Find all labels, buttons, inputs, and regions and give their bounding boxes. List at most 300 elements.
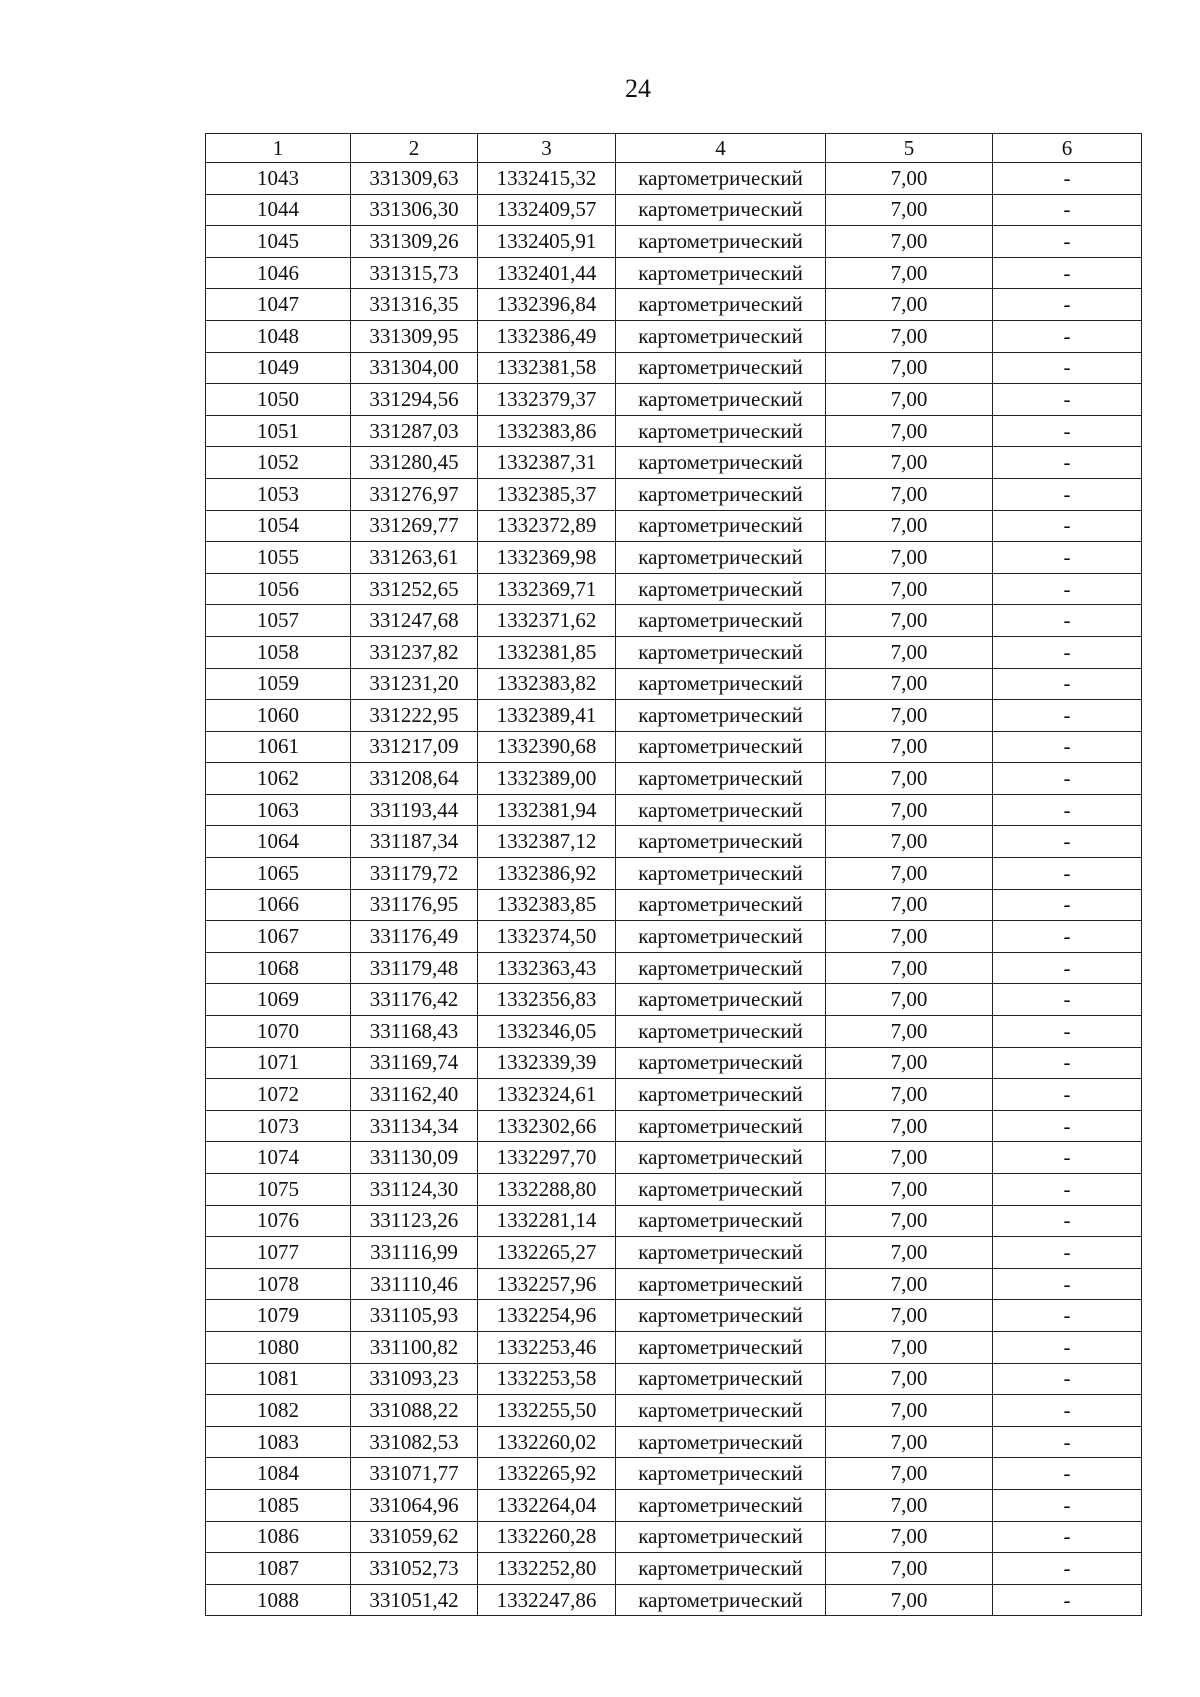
table-row [206,194,1142,226]
x-coordinate-cell: 331247,68 [351,605,478,637]
point-number-cell: 1085 [206,1489,351,1521]
accuracy-cell: 7,00 [826,1426,993,1458]
accuracy-cell: 7,00 [826,1016,993,1048]
point-number-cell: 1073 [206,1110,351,1142]
method-cell: картометрический [616,1205,826,1237]
table-row [206,163,1142,195]
point-number-cell: 1057 [206,605,351,637]
accuracy-cell: 7,00 [826,226,993,258]
y-coordinate-cell: 1332363,43 [478,952,616,984]
point-number-cell: 1061 [206,731,351,763]
y-coordinate-cell: 1332264,04 [478,1489,616,1521]
x-coordinate-cell: 331134,34 [351,1110,478,1142]
point-number-cell: 1056 [206,573,351,605]
y-coordinate-cell: 1332324,61 [478,1079,616,1111]
table-row [206,1489,1142,1521]
method-cell: картометрический [616,921,826,953]
description-cell: - [993,921,1142,953]
table-row [206,352,1142,384]
accuracy-cell: 7,00 [826,1174,993,1206]
table-row [206,921,1142,953]
y-coordinate-cell: 1332387,31 [478,447,616,479]
y-coordinate-cell: 1332379,37 [478,384,616,416]
x-coordinate-cell: 331294,56 [351,384,478,416]
table-row [206,636,1142,668]
y-coordinate-cell: 1332386,49 [478,320,616,352]
table-row [206,384,1142,416]
x-coordinate-cell: 331309,63 [351,163,478,195]
method-cell: картометрический [616,573,826,605]
method-cell: картометрический [616,1110,826,1142]
accuracy-cell: 7,00 [826,700,993,732]
accuracy-cell: 7,00 [826,921,993,953]
y-coordinate-cell: 1332371,62 [478,605,616,637]
y-coordinate-cell: 1332405,91 [478,226,616,258]
x-coordinate-cell: 331237,82 [351,636,478,668]
y-coordinate-cell: 1332372,89 [478,510,616,542]
coordinates-table [205,133,1142,1616]
point-number-cell: 1065 [206,858,351,890]
table-row [206,1300,1142,1332]
description-cell: - [993,320,1142,352]
point-number-cell: 1067 [206,921,351,953]
y-coordinate-cell: 1332389,41 [478,700,616,732]
accuracy-cell: 7,00 [826,1521,993,1553]
column-header: 5 [826,134,993,163]
accuracy-cell: 7,00 [826,889,993,921]
y-coordinate-cell: 1332396,84 [478,289,616,321]
table-row [206,1110,1142,1142]
accuracy-cell: 7,00 [826,1489,993,1521]
description-cell: - [993,668,1142,700]
column-header: 1 [206,134,351,163]
accuracy-cell: 7,00 [826,194,993,226]
accuracy-cell: 7,00 [826,163,993,195]
point-number-cell: 1070 [206,1016,351,1048]
x-coordinate-cell: 331269,77 [351,510,478,542]
method-cell: картометрический [616,1268,826,1300]
method-cell: картометрический [616,542,826,574]
x-coordinate-cell: 331287,03 [351,415,478,447]
column-header: 2 [351,134,478,163]
accuracy-cell: 7,00 [826,1047,993,1079]
accuracy-cell: 7,00 [826,1553,993,1585]
y-coordinate-cell: 1332260,28 [478,1521,616,1553]
description-cell: - [993,605,1142,637]
description-cell: - [993,636,1142,668]
y-coordinate-cell: 1332297,70 [478,1142,616,1174]
y-coordinate-cell: 1332381,85 [478,636,616,668]
description-cell: - [993,1205,1142,1237]
point-number-cell: 1043 [206,163,351,195]
point-number-cell: 1082 [206,1395,351,1427]
description-cell: - [993,1521,1142,1553]
method-cell: картометрический [616,1426,826,1458]
table-row [206,542,1142,574]
method-cell: картометрический [616,1521,826,1553]
table-row [206,1584,1142,1616]
table-row [206,826,1142,858]
method-cell: картометрический [616,1237,826,1269]
method-cell: картометрический [616,352,826,384]
description-cell: - [993,889,1142,921]
point-number-cell: 1044 [206,194,351,226]
method-cell: картометрический [616,478,826,510]
point-number-cell: 1072 [206,1079,351,1111]
method-cell: картометрический [616,1331,826,1363]
method-cell: картометрический [616,794,826,826]
accuracy-cell: 7,00 [826,1395,993,1427]
accuracy-cell: 7,00 [826,1268,993,1300]
description-cell: - [993,1174,1142,1206]
method-cell: картометрический [616,226,826,258]
method-cell: картометрический [616,1458,826,1490]
description-cell: - [993,1142,1142,1174]
column-header: 3 [478,134,616,163]
method-cell: картометрический [616,700,826,732]
description-cell: - [993,763,1142,795]
accuracy-cell: 7,00 [826,542,993,574]
method-cell: картометрический [616,447,826,479]
table-row [206,573,1142,605]
accuracy-cell: 7,00 [826,384,993,416]
point-number-cell: 1066 [206,889,351,921]
description-cell: - [993,1110,1142,1142]
method-cell: картометрический [616,1174,826,1206]
x-coordinate-cell: 331316,35 [351,289,478,321]
table-row [206,668,1142,700]
accuracy-cell: 7,00 [826,415,993,447]
y-coordinate-cell: 1332339,39 [478,1047,616,1079]
x-coordinate-cell: 331176,42 [351,984,478,1016]
table-row [206,889,1142,921]
description-cell: - [993,573,1142,605]
y-coordinate-cell: 1332401,44 [478,257,616,289]
y-coordinate-cell: 1332281,14 [478,1205,616,1237]
method-cell: картометрический [616,257,826,289]
method-cell: картометрический [616,415,826,447]
point-number-cell: 1076 [206,1205,351,1237]
accuracy-cell: 7,00 [826,1458,993,1490]
x-coordinate-cell: 331179,72 [351,858,478,890]
point-number-cell: 1081 [206,1363,351,1395]
point-number-cell: 1086 [206,1521,351,1553]
accuracy-cell: 7,00 [826,605,993,637]
y-coordinate-cell: 1332386,92 [478,858,616,890]
table-row [206,794,1142,826]
accuracy-cell: 7,00 [826,1142,993,1174]
table-row [206,510,1142,542]
x-coordinate-cell: 331100,82 [351,1331,478,1363]
description-cell: - [993,1300,1142,1332]
accuracy-cell: 7,00 [826,1584,993,1616]
accuracy-cell: 7,00 [826,320,993,352]
accuracy-cell: 7,00 [826,1363,993,1395]
description-cell: - [993,352,1142,384]
table-row [206,289,1142,321]
column-header: 4 [616,134,826,163]
method-cell: картометрический [616,1300,826,1332]
table-row [206,478,1142,510]
point-number-cell: 1046 [206,257,351,289]
description-cell: - [993,226,1142,258]
method-cell: картометрический [616,1079,826,1111]
description-cell: - [993,257,1142,289]
x-coordinate-cell: 331105,93 [351,1300,478,1332]
point-number-cell: 1064 [206,826,351,858]
table-row [206,763,1142,795]
table-row [206,858,1142,890]
point-number-cell: 1075 [206,1174,351,1206]
y-coordinate-cell: 1332254,96 [478,1300,616,1332]
description-cell: - [993,163,1142,195]
description-cell: - [993,794,1142,826]
table-row [206,984,1142,1016]
y-coordinate-cell: 1332383,82 [478,668,616,700]
description-cell: - [993,478,1142,510]
x-coordinate-cell: 331252,65 [351,573,478,605]
x-coordinate-cell: 331222,95 [351,700,478,732]
accuracy-cell: 7,00 [826,510,993,542]
y-coordinate-cell: 1332356,83 [478,984,616,1016]
x-coordinate-cell: 331052,73 [351,1553,478,1585]
description-cell: - [993,731,1142,763]
x-coordinate-cell: 331123,26 [351,1205,478,1237]
method-cell: картометрический [616,1142,826,1174]
point-number-cell: 1049 [206,352,351,384]
x-coordinate-cell: 331176,49 [351,921,478,953]
point-number-cell: 1058 [206,636,351,668]
table-row [206,731,1142,763]
description-cell: - [993,1553,1142,1585]
table-row [206,605,1142,637]
table-row [206,1363,1142,1395]
method-cell: картометрический [616,384,826,416]
description-cell: - [993,1268,1142,1300]
x-coordinate-cell: 331280,45 [351,447,478,479]
method-cell: картометрический [616,1489,826,1521]
point-number-cell: 1051 [206,415,351,447]
table-row [206,1458,1142,1490]
y-coordinate-cell: 1332288,80 [478,1174,616,1206]
table-row [206,1426,1142,1458]
description-cell: - [993,447,1142,479]
table-row [206,1395,1142,1427]
y-coordinate-cell: 1332381,94 [478,794,616,826]
point-number-cell: 1048 [206,320,351,352]
x-coordinate-cell: 331169,74 [351,1047,478,1079]
accuracy-cell: 7,00 [826,731,993,763]
point-number-cell: 1055 [206,542,351,574]
accuracy-cell: 7,00 [826,1205,993,1237]
x-coordinate-cell: 331304,00 [351,352,478,384]
description-cell: - [993,700,1142,732]
y-coordinate-cell: 1332265,92 [478,1458,616,1490]
accuracy-cell: 7,00 [826,763,993,795]
table-row [206,320,1142,352]
table-row [206,1237,1142,1269]
x-coordinate-cell: 331162,40 [351,1079,478,1111]
accuracy-cell: 7,00 [826,794,993,826]
x-coordinate-cell: 331187,34 [351,826,478,858]
accuracy-cell: 7,00 [826,1331,993,1363]
x-coordinate-cell: 331179,48 [351,952,478,984]
x-coordinate-cell: 331168,43 [351,1016,478,1048]
method-cell: картометрический [616,510,826,542]
table-row [206,226,1142,258]
table-row [206,447,1142,479]
y-coordinate-cell: 1332369,98 [478,542,616,574]
description-cell: - [993,826,1142,858]
x-coordinate-cell: 331263,61 [351,542,478,574]
x-coordinate-cell: 331315,73 [351,257,478,289]
point-number-cell: 1087 [206,1553,351,1585]
y-coordinate-cell: 1332409,57 [478,194,616,226]
x-coordinate-cell: 331071,77 [351,1458,478,1490]
y-coordinate-cell: 1332302,66 [478,1110,616,1142]
table-row [206,1553,1142,1585]
y-coordinate-cell: 1332255,50 [478,1395,616,1427]
description-cell: - [993,1016,1142,1048]
x-coordinate-cell: 331309,26 [351,226,478,258]
point-number-cell: 1071 [206,1047,351,1079]
table-row [206,1268,1142,1300]
accuracy-cell: 7,00 [826,636,993,668]
accuracy-cell: 7,00 [826,447,993,479]
x-coordinate-cell: 331088,22 [351,1395,478,1427]
table-row [206,1521,1142,1553]
point-number-cell: 1047 [206,289,351,321]
point-number-cell: 1060 [206,700,351,732]
y-coordinate-cell: 1332253,58 [478,1363,616,1395]
point-number-cell: 1077 [206,1237,351,1269]
y-coordinate-cell: 1332260,02 [478,1426,616,1458]
point-number-cell: 1045 [206,226,351,258]
accuracy-cell: 7,00 [826,826,993,858]
description-cell: - [993,1395,1142,1427]
x-coordinate-cell: 331306,30 [351,194,478,226]
point-number-cell: 1080 [206,1331,351,1363]
x-coordinate-cell: 331059,62 [351,1521,478,1553]
accuracy-cell: 7,00 [826,858,993,890]
x-coordinate-cell: 331051,42 [351,1584,478,1616]
accuracy-cell: 7,00 [826,668,993,700]
x-coordinate-cell: 331276,97 [351,478,478,510]
description-cell: - [993,1079,1142,1111]
y-coordinate-cell: 1332389,00 [478,763,616,795]
point-number-cell: 1068 [206,952,351,984]
method-cell: картометрический [616,826,826,858]
y-coordinate-cell: 1332257,96 [478,1268,616,1300]
method-cell: картометрический [616,163,826,195]
method-cell: картометрический [616,1047,826,1079]
table-row [206,700,1142,732]
accuracy-cell: 7,00 [826,1079,993,1111]
accuracy-cell: 7,00 [826,984,993,1016]
y-coordinate-cell: 1332369,71 [478,573,616,605]
table-row [206,1331,1142,1363]
description-cell: - [993,1458,1142,1490]
table-header-row [206,134,1142,163]
point-number-cell: 1052 [206,447,351,479]
x-coordinate-cell: 331093,23 [351,1363,478,1395]
table-row [206,1142,1142,1174]
accuracy-cell: 7,00 [826,1300,993,1332]
x-coordinate-cell: 331064,96 [351,1489,478,1521]
accuracy-cell: 7,00 [826,289,993,321]
method-cell: картометрический [616,1584,826,1616]
description-cell: - [993,510,1142,542]
y-coordinate-cell: 1332253,46 [478,1331,616,1363]
description-cell: - [993,1363,1142,1395]
x-coordinate-cell: 331110,46 [351,1268,478,1300]
method-cell: картометрический [616,889,826,921]
y-coordinate-cell: 1332383,86 [478,415,616,447]
method-cell: картометрический [616,668,826,700]
method-cell: картометрический [616,289,826,321]
table-row [206,952,1142,984]
accuracy-cell: 7,00 [826,478,993,510]
description-cell: - [993,384,1142,416]
point-number-cell: 1063 [206,794,351,826]
description-cell: - [993,858,1142,890]
x-coordinate-cell: 331208,64 [351,763,478,795]
y-coordinate-cell: 1332387,12 [478,826,616,858]
y-coordinate-cell: 1332374,50 [478,921,616,953]
point-number-cell: 1059 [206,668,351,700]
point-number-cell: 1054 [206,510,351,542]
description-cell: - [993,542,1142,574]
y-coordinate-cell: 1332390,68 [478,731,616,763]
method-cell: картометрический [616,763,826,795]
description-cell: - [993,289,1142,321]
method-cell: картометрический [616,858,826,890]
description-cell: - [993,194,1142,226]
x-coordinate-cell: 331116,99 [351,1237,478,1269]
accuracy-cell: 7,00 [826,257,993,289]
page-number: 24 [625,74,651,103]
table-row [206,1047,1142,1079]
description-cell: - [993,1047,1142,1079]
point-number-cell: 1088 [206,1584,351,1616]
y-coordinate-cell: 1332383,85 [478,889,616,921]
point-number-cell: 1084 [206,1458,351,1490]
method-cell: картометрический [616,984,826,1016]
y-coordinate-cell: 1332415,32 [478,163,616,195]
accuracy-cell: 7,00 [826,952,993,984]
method-cell: картометрический [616,194,826,226]
x-coordinate-cell: 331217,09 [351,731,478,763]
table-body [206,163,1142,1616]
table-row [206,1016,1142,1048]
table-row [206,257,1142,289]
method-cell: картометрический [616,1553,826,1585]
x-coordinate-cell: 331231,20 [351,668,478,700]
y-coordinate-cell: 1332381,58 [478,352,616,384]
table-row [206,1174,1142,1206]
x-coordinate-cell: 331130,09 [351,1142,478,1174]
method-cell: картометрический [616,952,826,984]
method-cell: картометрический [616,1395,826,1427]
y-coordinate-cell: 1332385,37 [478,478,616,510]
point-number-cell: 1078 [206,1268,351,1300]
x-coordinate-cell: 331082,53 [351,1426,478,1458]
table-row [206,1079,1142,1111]
method-cell: картометрический [616,320,826,352]
x-coordinate-cell: 331193,44 [351,794,478,826]
x-coordinate-cell: 331124,30 [351,1174,478,1206]
description-cell: - [993,1237,1142,1269]
